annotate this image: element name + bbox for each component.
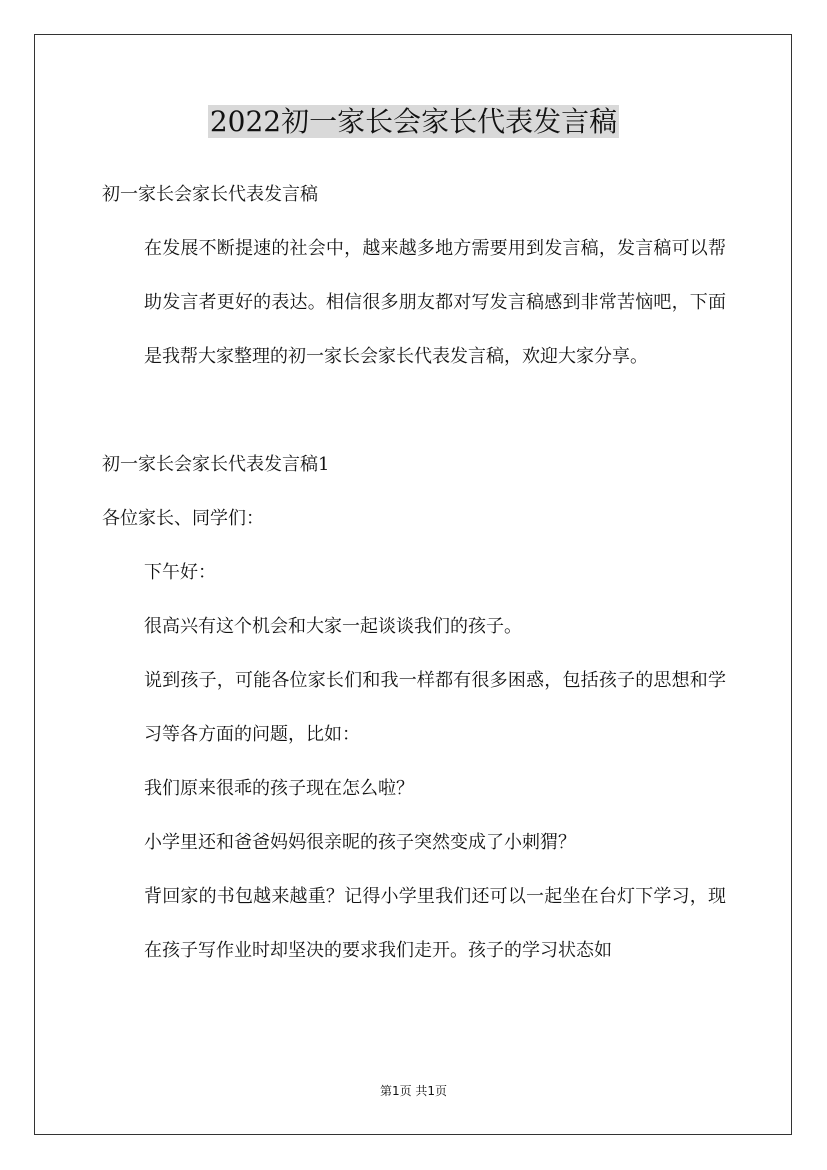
document-title [0, 100, 827, 144]
paragraph-4: 小学里还和爸爸妈妈很亲昵的孩子突然变成了小刺猬？ [144, 832, 576, 853]
paragraph-3: 我们原来很乖的孩子现在怎么啦？ [144, 778, 414, 799]
section-title: 初一家长会家长代表发言稿1 [102, 454, 330, 475]
document-title-text: 2022初一家长会家长代表发言稿 [209, 105, 618, 138]
document-body [102, 168, 726, 978]
intro-paragraph: 在发展不断提速的社会中，越来越多地方需要用到发言稿，发言稿可以帮助发言者更好的表达。相信很多朋友都对写发言稿感到非常苦恼吧，下面是我帮大家整理的初一家长会家长代表发言稿，欢迎大家分享。 [144, 238, 726, 367]
subtitle: 初一家长会家长代表发言稿 [102, 184, 318, 205]
afternoon-greeting: 下午好： [144, 562, 216, 583]
paragraph-gap [102, 384, 726, 438]
page-footer: 第1页 共1页 [379, 1084, 448, 1098]
paragraph-2: 说到孩子，可能各位家长们和我一样都有很多困惑，包括孩子的思想和学习等各方面的问题，比如： [144, 670, 726, 745]
greeting: 各位家长、同学们： [102, 508, 264, 529]
paragraph-1: 很高兴有这个机会和大家一起谈谈我们的孩子。 [144, 616, 522, 637]
paragraph-5: 背回家的书包越来越重？记得小学里我们还可以一起坐在台灯下学习，现在孩子写作业时却坚决的要求我们走开。孩子的学习状态如 [144, 886, 726, 961]
